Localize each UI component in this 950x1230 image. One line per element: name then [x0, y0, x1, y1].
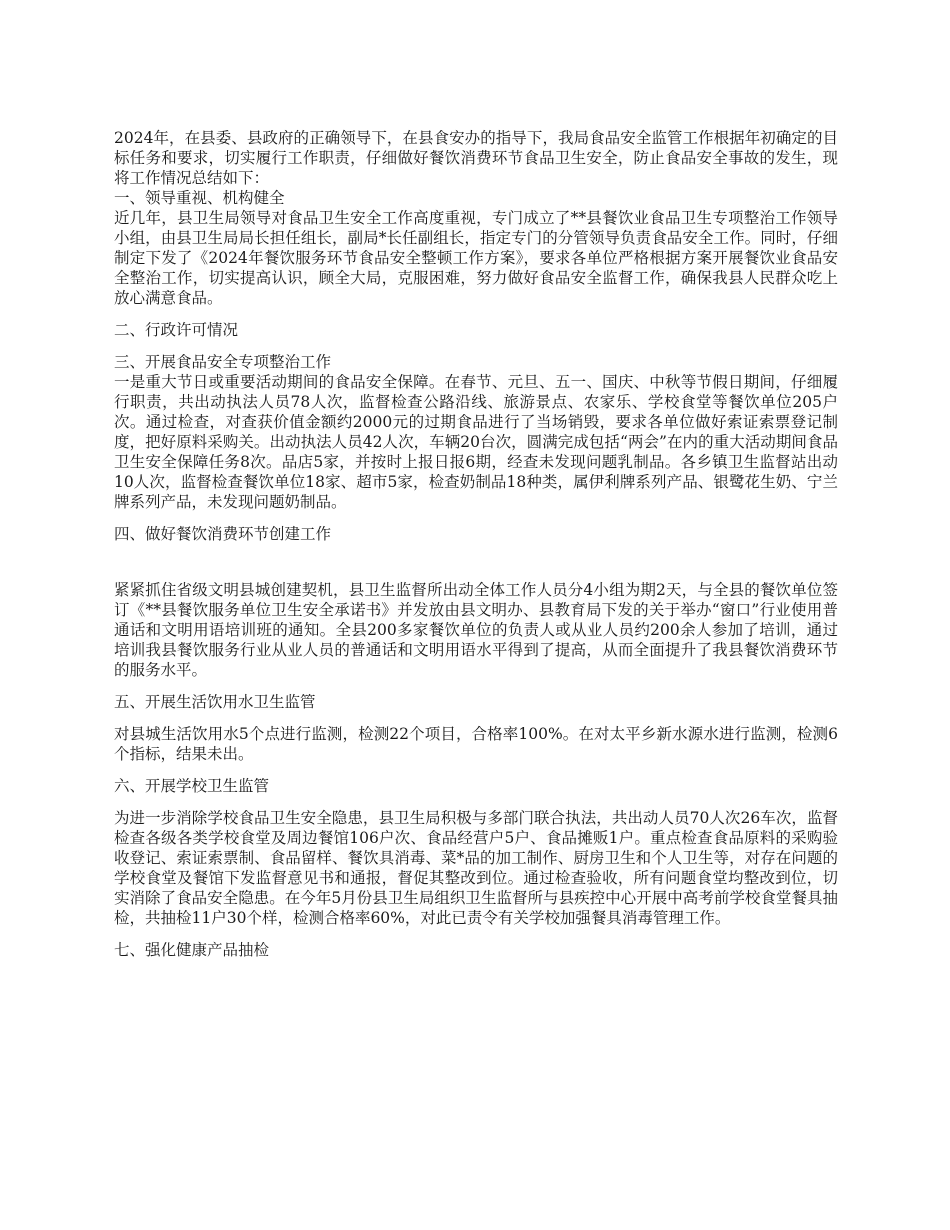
section-heading-4: 四、做好餐饮消费环节创建工作	[114, 525, 332, 543]
section-5-paragraph: 对县城生活饮用水5个点进行监测，检测22个项目，合格率100%。在对太平乡新水源水进行监测，检测6个指标，结果未出。	[114, 725, 838, 763]
section-heading-3: 三、开展食品安全专项整治工作	[114, 353, 332, 371]
section-heading-6: 六、开展学校卫生监管	[114, 777, 270, 795]
section-heading-2: 二、行政许可情况	[114, 321, 239, 339]
section-heading-5: 五、开展生活饮用水卫生监管	[114, 693, 316, 711]
section-heading-1: 一、领导重视、机构健全	[114, 189, 285, 207]
document-body	[114, 128, 838, 960]
section-6-paragraph: 为进一步消除学校食品卫生安全隐患，县卫生局积极与多部门联合执法，共出动人员70人次26车次，监督检查各级各类学校食堂及周边餐馆106户次、食品经营户5户、食品摊贩1户。重点检查食品原料的采购验收登记、索证索票制、食品留样、餐饮具消毒、菜*品的加工制作、厨房卫生和个人卫生等，对存在问题的学校食堂及餐馆下发监督意见书和通报，督促其整改到位。通过检查验收，所有问题食堂均整改到位，切实消除了食品安全隐患。在今年5月份县卫生局组织卫生监督所与县疾控中心开展中高考前学校食堂餐具抽检，共抽检11户30个样，检测合格率60%，对此已责令有关学校加强餐具消毒管理工作。	[114, 809, 838, 927]
section-1-paragraph: 近几年，县卫生局领导对食品卫生安全工作高度重视，专门成立了**县餐饮业食品卫生专项整治工作领导小组，由县卫生局局长担任组长，副局*长任副组长，指定专门的分管领导负责食品安全工作。同时，仔细制定下发了《2024年餐饮服务环节食品安全整顿工作方案》，要求各单位严格根据方案开展餐饮业食品安全整治工作，切实提高认识，顾全大局，克服困难，努力做好食品安全监督工作，确保我县人民群众吃上放心满意食品。	[114, 209, 838, 307]
intro-paragraph: 2024年，在县委、县政府的正确领导下，在县食安办的指导下，我局食品安全监管工作根据年初确定的目标任务和要求，切实履行工作职责，仔细做好餐饮消费环节食品卫生安全，防止食品安全事故的发生，现将工作情况总结如下：	[114, 129, 838, 187]
section-heading-7: 七、强化健康产品抽检	[114, 941, 270, 959]
section-3-paragraph: 一是重大节日或重要活动期间的食品安全保障。在春节、元旦、五一、国庆、中秋等节假日期间，仔细履行职责，共出动执法人员78人次，监督检查公路沿线、旅游景点、农家乐、学校食堂等餐饮单位205户次。通过检查，对查获价值金额约2000元的过期食品进行了当场销毁，要求各单位做好索证索票登记制度，把好原料采购关。出动执法人员42人次，车辆20台次，圆满完成包括“两会”在内的重大活动期间食品卫生安全保障任务8次。品店5家，并按时上报日报6期，经查未发现问题乳制品。各乡镇卫生监督站出动10人次，监督检查餐饮单位18家、超市5家，检查奶制品18种类，属伊利牌系列产品、银鹭花生奶、宁兰牌系列产品，未发现问题奶制品。	[114, 373, 838, 511]
section-4-paragraph: 紧紧抓住省级文明县城创建契机，县卫生监督所出动全体工作人员分4小组为期2天，与全县的餐饮单位签订《**县餐饮服务单位卫生安全承诺书》并发放由县文明办、县教育局下发的关于举办“窗口”行业使用普通话和文明用语培训班的通知。全县200多家餐饮单位的负责人或从业人员约200余人参加了培训，通过培训我县餐饮服务行业从业人员的普通话和文明用语水平得到了提高，从而全面提升了我县餐饮消费环节的服务水平。	[114, 581, 838, 679]
